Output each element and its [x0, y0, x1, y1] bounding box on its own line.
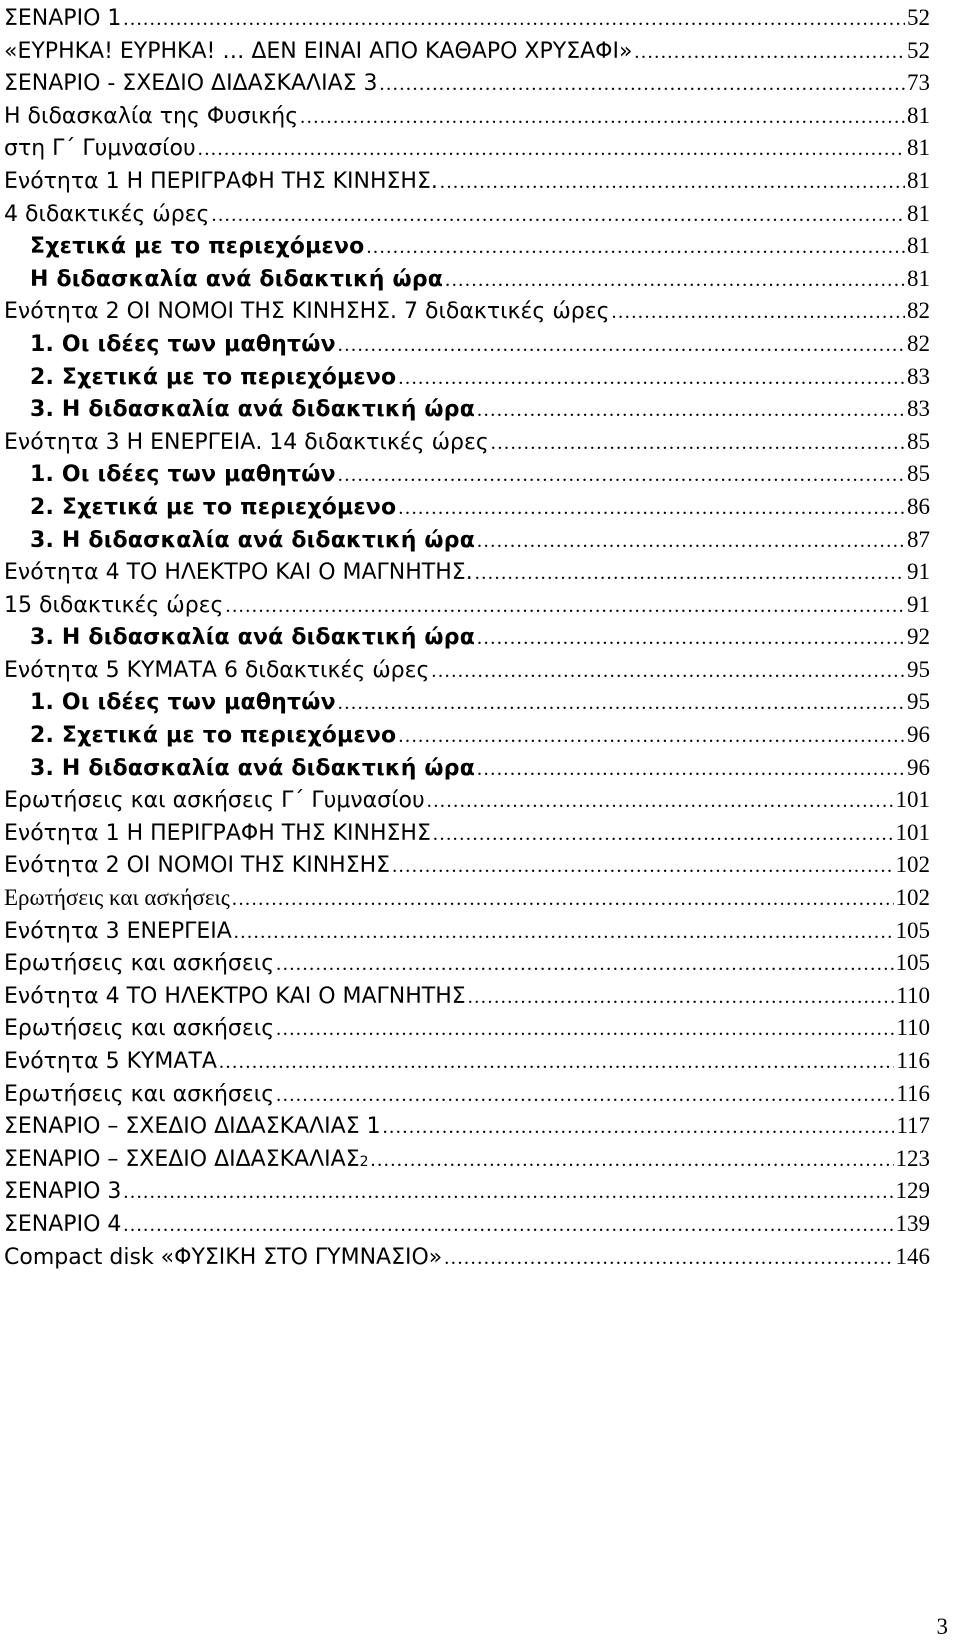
toc-entry-title: Ερωτήσεις και ασκήσεις Γ΄ Γυμνασίου — [4, 788, 425, 814]
toc-entry-page-number: 116 — [896, 1048, 930, 1073]
toc-entry[interactable] — [4, 2, 930, 35]
dot-leader — [612, 296, 905, 329]
toc-entry-title: ΣΕΝΑΡΙΟ – ΣΧΕΔΙΟ ΔΙΔΑΣΚΑΛΙΑΣ 1 — [4, 1114, 381, 1140]
toc-entry-title: 3. Η διδασκαλία ανά διδακτική ώρα — [30, 755, 476, 781]
toc-entry-page-number: 123 — [895, 1145, 930, 1171]
toc-entry-title: Ενότητα 2 ΟΙ ΝΟΜΟΙ ΤΗΣ ΚΙΝΗΣΗΣ. 7 διδακτικές ώρες — [4, 299, 610, 325]
dot-leader — [276, 948, 893, 981]
toc-entry[interactable] — [4, 719, 930, 752]
toc-entry[interactable] — [4, 915, 930, 948]
toc-entry-title: 1. Οι ιδέες των μαθητών — [30, 690, 336, 716]
toc-entry[interactable] — [4, 784, 930, 817]
toc-entry-page-number: 101 — [895, 819, 930, 845]
toc-entry[interactable] — [4, 198, 930, 231]
toc-entry-page-number: 82 — [907, 298, 930, 324]
toc-entry[interactable] — [4, 458, 930, 491]
toc-entry-title: 15 διδακτικές ώρες — [4, 592, 224, 618]
toc-entry-title: Σχετικά με το περιεχόμενο — [30, 234, 365, 260]
toc-entry-title: Ενότητα 1 Η ΠΕΡΙΓΡΑΦΗ ΤΗΣ ΚΙΝΗΣΗΣ — [4, 820, 431, 846]
toc-entry-title: Ενότητα 4 ΤΟ ΗΛΕΚΤΡΟ ΚΑΙ Ο ΜΑΓΝΗΤΗΣ — [4, 983, 466, 1009]
dot-leader — [338, 329, 905, 362]
toc-entry-title: Ερωτήσεις και ασκήσεις — [4, 1016, 275, 1042]
dot-leader — [234, 916, 894, 949]
toc-entry[interactable] — [4, 621, 930, 654]
dot-leader — [445, 264, 905, 297]
toc-entry-page-number: 117 — [896, 1113, 930, 1139]
toc-entry-title: 2. Σχετικά με το περιεχόμενο — [30, 723, 397, 749]
toc-entry[interactable] — [4, 230, 930, 263]
toc-entry-title: 2. Σχετικά με το περιεχόμενο — [30, 364, 397, 390]
toc-entry[interactable] — [4, 752, 930, 785]
toc-entry-title: Η διδασκαλία ανά διδακτική ώρα — [30, 266, 444, 292]
dot-leader — [276, 1013, 894, 1046]
toc-entry-page-number: 81 — [907, 265, 930, 291]
toc-entry-page-number: 146 — [895, 1243, 930, 1269]
toc-entry-title: ΣΕΝΑΡΙΟ - ΣΧΕΔΙΟ ΔΙΔΑΣΚΑΛΙΑΣ 3 — [4, 71, 378, 97]
toc-entry[interactable] — [4, 1241, 930, 1274]
toc-entry-title: στη Γ΄ Γυμνασίου — [4, 136, 196, 162]
dot-leader — [198, 133, 905, 166]
toc-entry-page-number: 87 — [907, 526, 930, 552]
toc-entry[interactable] — [4, 491, 930, 524]
toc-entry-title: 1. Οι ιδέες των μαθητών — [30, 462, 336, 488]
toc-entry[interactable] — [4, 524, 930, 557]
toc-entry-title: Ενότητα 1 Η ΠΕΡΙΓΡΑΦΗ ΤΗΣ ΚΙΝΗΣΗΣ. — [4, 168, 438, 194]
toc-entry-title: ΣΕΝΑΡΙΟ 1 — [4, 6, 122, 31]
dot-leader — [427, 785, 894, 818]
toc-entry[interactable] — [4, 589, 930, 622]
toc-entry-page-number: 83 — [907, 363, 930, 389]
toc-entry-title: 3. Η διδασκαλία ανά διδακτική ώρα — [30, 625, 476, 651]
toc-entry-title: Ενότητα 2 ΟΙ ΝΟΜΟΙ ΤΗΣ ΚΙΝΗΣΗΣ — [4, 853, 391, 879]
toc-entry-page-number: 91 — [907, 559, 930, 585]
toc-entry-page-number: 92 — [907, 624, 930, 650]
toc-entry-title: ΣΕΝΑΡΙΟ 4 — [4, 1211, 122, 1237]
toc-entry-page-number: 96 — [907, 722, 930, 748]
dot-leader — [123, 1176, 893, 1209]
toc-entry[interactable] — [4, 1110, 930, 1143]
toc-entry[interactable] — [4, 393, 930, 426]
toc-entry-page-number: 73 — [907, 70, 930, 96]
dot-leader — [433, 818, 894, 851]
toc-entry[interactable] — [4, 426, 930, 459]
toc-entry[interactable] — [4, 295, 930, 328]
toc-entry-page-number: 110 — [896, 982, 930, 1008]
page-number: 3 — [936, 1614, 948, 1639]
toc-entry-page-number: 81 — [907, 233, 930, 259]
dot-leader — [338, 687, 905, 720]
toc-entry-title: Η διδασκαλία της Φυσικής — [4, 103, 299, 129]
dot-leader — [477, 753, 905, 786]
toc-entry-title: Compact disk «ΦΥΣΙΚΗ ΣΤΟ ΓΥΜΝΑΣΙΟ» — [4, 1244, 443, 1270]
toc-entry-title: Ενότητα 3 ΕΝΕΡΓΕΙΑ — [4, 918, 232, 944]
toc-entry-page-number: 105 — [895, 917, 930, 943]
toc-entry[interactable] — [4, 1078, 930, 1111]
dot-leader — [468, 981, 895, 1014]
toc-entry-page-number: 129 — [895, 1178, 930, 1204]
dot-leader — [211, 199, 905, 232]
toc-entry[interactable] — [4, 35, 930, 68]
toc-entry-page-number: 96 — [907, 754, 930, 780]
dot-leader — [477, 525, 905, 558]
toc-entry[interactable] — [4, 67, 930, 100]
toc-entry-page-number: 52 — [907, 37, 930, 63]
toc-entry[interactable] — [4, 686, 930, 719]
toc-entry-page-number: 116 — [896, 1080, 930, 1106]
toc-entry-title: ΣΕΝΑΡΙΟ – ΣΧΕΔΙΟ ΔΙΔΑΣΚΑΛΙΑΣ — [4, 1146, 360, 1172]
toc-entry[interactable] — [4, 263, 930, 296]
toc-entry-page-number: 110 — [896, 1015, 930, 1041]
toc-entry-page-number: 86 — [907, 493, 930, 519]
dot-leader — [477, 622, 905, 655]
toc-entry[interactable] — [4, 817, 930, 850]
toc-entry-page-number: 95 — [907, 656, 930, 682]
toc-entry[interactable] — [4, 1175, 930, 1208]
toc-entry-page-number: 85 — [907, 461, 930, 487]
dot-leader — [338, 459, 905, 492]
toc-entry-page-number: 52 — [907, 5, 930, 30]
toc-entry-title: Ενότητα 5 ΚΥΜΑΤΑ — [4, 1049, 217, 1074]
toc-entry-page-number: 82 — [907, 330, 930, 356]
toc-entry-title: Ερωτήσεις και ασκήσεις — [4, 1081, 275, 1107]
toc-entry-page-number: 85 — [907, 428, 930, 454]
toc-entry-title: Ενότητα 5 ΚΥΜΑΤΑ 6 διδακτικές ώρες — [4, 657, 430, 683]
dot-leader — [477, 394, 905, 427]
toc-entry-page-number: 102 — [895, 852, 930, 878]
dot-leader — [123, 1209, 893, 1242]
toc-entry-page-number: 81 — [907, 102, 930, 128]
dot-leader — [380, 68, 905, 101]
dot-leader — [371, 1144, 894, 1177]
toc-entry-title: Ερωτήσεις και ασκήσεις — [4, 885, 230, 911]
toc-entry-page-number: 102 — [895, 885, 930, 911]
toc-entry[interactable] — [4, 165, 930, 198]
dot-leader — [276, 1079, 894, 1112]
dot-leader — [431, 655, 905, 688]
dot-leader — [392, 850, 893, 883]
toc-entry-title: 4 διδακτικές ώρες — [4, 201, 210, 227]
toc-entry[interactable] — [4, 1045, 930, 1078]
toc-entry-title: 3. Η διδασκαλία ανά διδακτική ώρα — [30, 397, 476, 423]
dot-leader — [383, 1111, 895, 1144]
toc-entry[interactable] — [4, 328, 930, 361]
dot-leader — [444, 1242, 893, 1275]
dot-leader — [123, 3, 905, 36]
toc-entry-page-number: 81 — [907, 135, 930, 161]
toc-entry-title: «ΕΥΡΗΚΑ! ΕΥΡΗΚΑ! … ΔΕΝ ΕΙΝΑΙ ΑΠΟ ΚΑΘΑΡΟ ΧΡΥΣΑΦΙ» — [4, 38, 633, 64]
toc-entry-title: 1. Οι ιδέες των μαθητών — [30, 331, 336, 357]
toc-entry[interactable]: ΣΕΝΑΡΙΟ – ΣΧΕΔΙΟ ΔΙΔΑΣΚΑΛΙΑΣ 2 ..... 123 — [4, 1143, 930, 1176]
dot-leader — [398, 720, 905, 753]
toc-entry[interactable] — [4, 654, 930, 687]
dot-leader — [398, 492, 905, 525]
toc-entry-page-number: 139 — [895, 1210, 930, 1236]
toc-entry[interactable] — [4, 882, 930, 915]
dot-leader — [398, 362, 905, 395]
table-of-contents — [4, 2, 930, 1273]
toc-entry-title: Ερωτήσεις και ασκήσεις — [4, 951, 275, 977]
dot-leader — [440, 166, 905, 199]
toc-entry-page-number: 101 — [895, 787, 930, 813]
toc-entry-title: Ενότητα 4 ΤΟ ΗΛΕΚΤΡΟ ΚΑΙ Ο ΜΑΓΝΗΤΗΣ. — [4, 560, 473, 586]
dot-leader — [232, 883, 894, 916]
dot-leader — [491, 427, 905, 460]
dot-leader — [300, 101, 905, 134]
toc-entry[interactable] — [4, 1208, 930, 1241]
toc-entry[interactable] — [4, 947, 930, 980]
toc-entry[interactable] — [4, 1012, 930, 1045]
toc-entry[interactable] — [4, 556, 930, 589]
toc-entry-page-number: 91 — [907, 591, 930, 617]
toc-entry[interactable] — [4, 980, 930, 1013]
toc-entry[interactable] — [4, 849, 930, 882]
toc-entry-page-number: 83 — [907, 396, 930, 422]
toc-entry[interactable] — [4, 132, 930, 165]
dot-leader — [366, 231, 905, 264]
toc-entry-title: 3. Η διδασκαλία ανά διδακτική ώρα — [30, 527, 476, 553]
toc-entry-title: ΣΕΝΑΡΙΟ 3 — [4, 1179, 122, 1205]
toc-entry-page-number: 105 — [895, 950, 930, 976]
toc-entry-title: 2. Σχετικά με το περιεχόμενο — [30, 494, 397, 520]
toc-entry[interactable] — [4, 361, 930, 394]
dot-leader — [475, 557, 905, 590]
dot-leader — [634, 36, 905, 69]
dot-leader — [219, 1046, 894, 1079]
toc-entry[interactable] — [4, 100, 930, 133]
toc-entry-page-number: 95 — [907, 689, 930, 715]
dot-leader — [225, 590, 905, 623]
toc-entry-page-number: 81 — [907, 200, 930, 226]
toc-entry-page-number: 81 — [907, 167, 930, 193]
toc-entry-title: Ενότητα 3 Η ΕΝΕΡΓΕΙΑ. 14 διδακτικές ώρες — [4, 429, 489, 455]
